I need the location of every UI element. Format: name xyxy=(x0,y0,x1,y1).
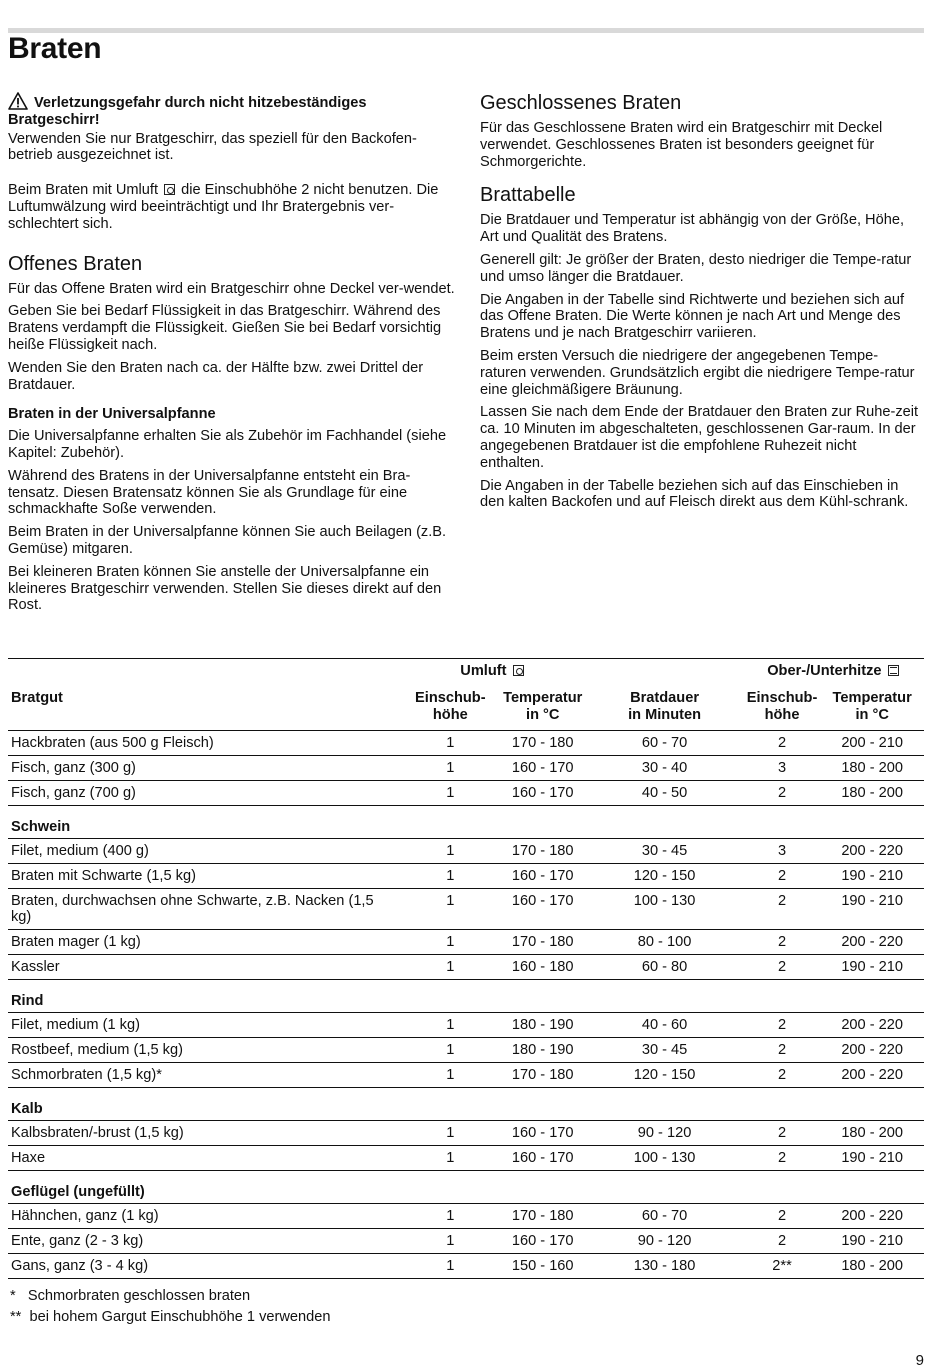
cell-value: 1 xyxy=(401,1146,501,1171)
cell-value: 1 xyxy=(401,1229,501,1254)
cell-value: 160 - 180 xyxy=(500,955,585,980)
cell-value: 80 - 100 xyxy=(585,930,743,955)
footnote: * Schmorbraten geschlossen braten xyxy=(10,1288,251,1304)
geschlossenes-braten-heading: Geschlossenes Braten xyxy=(480,92,682,114)
cell-value: 190 - 210 xyxy=(820,1146,924,1171)
cell-bratgut: Hackbraten (aus 500 g Fleisch) xyxy=(8,731,401,756)
cell-value: 2 xyxy=(744,1063,821,1088)
cell-value: 1 xyxy=(401,1121,501,1146)
cell-bratgut: Braten, durchwachsen ohne Schwarte, z.B. Nacken (1,5 kg) xyxy=(8,889,401,930)
cell-value: 200 - 220 xyxy=(820,1204,924,1229)
cell-bratgut: Hähnchen, ganz (1 kg) xyxy=(8,1204,401,1229)
brattabelle-p1: Die Bratdauer und Temperatur ist abhängig von der Größe, Höhe, Art und Qualität des Bratens. xyxy=(480,212,905,246)
brattabelle-p5: Lassen Sie nach dem Ende der Bratdauer den Braten zur Ruhe-zeit ca. 10 Minuten im abgeschalteten, geschlossenen Gar-raum. In der angegebenen Bratdauer ist die empfohlene Ruhezeit nicht enthalten. xyxy=(480,404,919,471)
cell-value: 180 - 200 xyxy=(820,781,924,806)
cell-value: 100 - 130 xyxy=(585,889,743,930)
cell-value: 190 - 210 xyxy=(820,955,924,980)
cell-value: 200 - 220 xyxy=(820,839,924,864)
cell-bratgut: Kassler xyxy=(8,955,401,980)
cell-bratgut: Filet, medium (400 g) xyxy=(8,839,401,864)
universalpfanne-p3: Beim Braten in der Universalpfanne können Sie auch Beilagen (z.B. Gemüse) mitgaren. xyxy=(8,524,447,557)
roasting-table xyxy=(8,658,924,1279)
cell-value: 160 - 170 xyxy=(500,1229,585,1254)
cell-value: 160 - 170 xyxy=(500,781,585,806)
cell-value: 2 xyxy=(744,1146,821,1171)
cell-value: 1 xyxy=(401,889,501,930)
cell-value: 170 - 180 xyxy=(500,1063,585,1088)
header-temperatur-oberunter: Temperatur in °C xyxy=(820,683,924,731)
cell-value: 30 - 45 xyxy=(585,839,743,864)
footnote: ** bei hohem Gargut Einschubhöhe 1 verwenden xyxy=(10,1309,331,1325)
cell-bratgut: Rostbeef, medium (1,5 kg) xyxy=(8,1038,401,1063)
category-label: Kalb xyxy=(8,1088,924,1121)
cell-value: 200 - 220 xyxy=(820,930,924,955)
cell-bratgut: Braten mager (1 kg) xyxy=(8,930,401,955)
cell-bratgut: Fisch, ganz (300 g) xyxy=(8,756,401,781)
table-category-row xyxy=(8,980,924,1013)
table-row xyxy=(8,955,924,980)
cell-value: 1 xyxy=(401,1204,501,1229)
fan-heat-icon xyxy=(164,184,175,195)
header-einschub-umluft: Einschub- höhe xyxy=(401,683,501,731)
table-category-row xyxy=(8,806,924,839)
cell-value: 2 xyxy=(744,1204,821,1229)
cell-value: 1 xyxy=(401,731,501,756)
table-body xyxy=(8,731,924,1279)
cell-value: 2** xyxy=(744,1254,821,1279)
geschlossenes-braten-p1: Für das Geschlossene Braten wird ein Bratgeschirr mit Deckel verwendet. Geschlossenes Braten ist besonders geeignet für Schmorgerichte. xyxy=(480,120,883,170)
universalpfanne-p2: Während des Bratens in der Universalpfanne entsteht ein Bra-tensatz. Diesen Bratensatz können Sie als Grundlage für eine schmackhafte Soße verwenden. xyxy=(8,467,411,518)
cell-value: 180 - 200 xyxy=(820,1254,924,1279)
table-row xyxy=(8,781,924,806)
warning-title xyxy=(8,92,458,129)
table-category-row xyxy=(8,1088,924,1121)
offenes-braten-heading: Offenes Braten xyxy=(8,252,143,275)
cell-value: 160 - 170 xyxy=(500,1146,585,1171)
cell-value: 2 xyxy=(744,1038,821,1063)
cell-value: 2 xyxy=(744,889,821,930)
brattabelle-p2: Generell gilt: Je größer der Braten, desto niedriger die Tempe-ratur und umso länger die Bratdauer. xyxy=(480,251,912,285)
cell-value: 160 - 170 xyxy=(500,1121,585,1146)
cell-value: 170 - 180 xyxy=(500,930,585,955)
cell-value: 1 xyxy=(401,955,501,980)
header-einschub-oberunter: Einschub- höhe xyxy=(744,683,821,731)
table-row xyxy=(8,1146,924,1171)
cell-value: 190 - 210 xyxy=(820,1229,924,1254)
cell-value: 2 xyxy=(744,1229,821,1254)
cell-value: 180 - 200 xyxy=(820,756,924,781)
cell-value: 90 - 120 xyxy=(585,1229,743,1254)
cell-value: 190 - 210 xyxy=(820,864,924,889)
cell-value: 120 - 150 xyxy=(585,864,743,889)
cell-value: 1 xyxy=(401,839,501,864)
page-title: Braten xyxy=(8,32,102,65)
umluft-note xyxy=(8,182,458,232)
category-label: Rind xyxy=(8,980,924,1013)
table-column-headers xyxy=(8,683,924,731)
cell-value: 170 - 180 xyxy=(500,1204,585,1229)
page-number: 9 xyxy=(915,1352,924,1369)
umluft-note-part-b: die Einschubhöhe 2 nicht benutzen. Die Luftumwälzung wird beeinträchtigt und Ihr Bratergebnis ver-schlechtert sich. xyxy=(8,182,439,232)
cell-value: 1 xyxy=(401,781,501,806)
cell-value: 200 - 220 xyxy=(820,1063,924,1088)
table-row xyxy=(8,864,924,889)
cell-value: 60 - 80 xyxy=(585,955,743,980)
category-label: Geflügel (ungefüllt) xyxy=(8,1171,924,1204)
cell-value: 170 - 180 xyxy=(500,731,585,756)
cell-value: 30 - 40 xyxy=(585,756,743,781)
cell-value: 150 - 160 xyxy=(500,1254,585,1279)
cell-value: 2 xyxy=(744,930,821,955)
cell-value: 2 xyxy=(744,1121,821,1146)
cell-value: 130 - 180 xyxy=(585,1254,743,1279)
cell-bratgut: Ente, ganz (2 - 3 kg) xyxy=(8,1229,401,1254)
table-row xyxy=(8,1229,924,1254)
table-row xyxy=(8,1254,924,1279)
brattabelle-p4: Beim ersten Versuch die niedrigere der angegebenen Tempe-raturen verwenden. Grundsätzlich ergibt die niedrigere Tempe-ratur eine gleichmäßigere Bräunung. xyxy=(480,347,915,398)
group-oberunterhitze-label: Ober-/Unterhitze xyxy=(767,663,882,679)
brattabelle-p6: Die Angaben in der Tabelle beziehen sich auf das Einschieben in den kalten Backofen und auf Fleisch direkt aus dem Kühl-schrank. xyxy=(480,477,909,511)
table-group-header xyxy=(8,659,924,684)
universalpfanne-p4: Bei kleineren Braten können Sie anstelle der Universalpfanne ein kleineres Bratgeschirr verwenden. Stellen Sie dieses direkt auf den Rost. xyxy=(8,563,442,614)
header-bratgut: Bratgut xyxy=(8,683,401,731)
offenes-braten-p3: Wenden Sie den Braten nach ca. der Hälfte bzw. zwei Drittel der Bratdauer. xyxy=(8,359,424,393)
cell-value: 120 - 150 xyxy=(585,1063,743,1088)
warning-title-text: Verletzungsgefahr durch nicht hitzebeständiges Bratgeschirr! xyxy=(8,95,367,128)
universalpfanne-heading: Braten in der Universalpfanne xyxy=(8,406,216,423)
brattabelle-p3: Die Angaben in der Tabelle sind Richtwerte und beziehen sich auf das Offene Braten. Die Werte können je nach Art und Menge des Bratens und je nach Bratgeschirr variieren. xyxy=(480,291,905,342)
brattabelle-heading: Brattabelle xyxy=(480,184,576,207)
cell-value: 3 xyxy=(744,756,821,781)
offenes-braten-p1: Für das Offene Braten wird ein Bratgeschirr ohne Deckel ver-wendet. xyxy=(8,280,455,297)
cell-value: 40 - 60 xyxy=(585,1013,743,1038)
group-oberunterhitze xyxy=(744,659,924,684)
header-temperatur-umluft: Temperatur in °C xyxy=(500,683,585,731)
left-column xyxy=(8,92,458,620)
offenes-braten-p2: Geben Sie bei Bedarf Flüssigkeit in das Bratgeschirr. Während des Bratens verdampft die Flüssigkeit. Gießen Sie bei Bedarf vorsichtig heiße Flüssigkeit nach. xyxy=(8,303,442,353)
table-row xyxy=(8,1121,924,1146)
umluft-note-part-a: Beim Braten mit Umluft xyxy=(8,182,159,199)
cell-bratgut: Haxe xyxy=(8,1146,401,1171)
table-row xyxy=(8,756,924,781)
cell-value: 200 - 220 xyxy=(820,1013,924,1038)
table-row xyxy=(8,839,924,864)
cell-bratgut: Filet, medium (1 kg) xyxy=(8,1013,401,1038)
cell-value: 3 xyxy=(744,839,821,864)
table-row xyxy=(8,1063,924,1088)
cell-value: 180 - 200 xyxy=(820,1121,924,1146)
cell-bratgut: Kalbsbraten/-brust (1,5 kg) xyxy=(8,1121,401,1146)
cell-value: 90 - 120 xyxy=(585,1121,743,1146)
cell-bratgut: Schmorbraten (1,5 kg)* xyxy=(8,1063,401,1088)
cell-value: 2 xyxy=(744,955,821,980)
cell-value: 190 - 210 xyxy=(820,889,924,930)
top-bottom-heat-icon xyxy=(888,665,899,676)
table-row xyxy=(8,731,924,756)
cell-value: 170 - 180 xyxy=(500,839,585,864)
cell-value: 200 - 210 xyxy=(820,731,924,756)
cell-value: 1 xyxy=(401,1254,501,1279)
group-umluft xyxy=(401,659,586,684)
cell-value: 2 xyxy=(744,864,821,889)
cell-value: 100 - 130 xyxy=(585,1146,743,1171)
cell-value: 60 - 70 xyxy=(585,1204,743,1229)
cell-value: 2 xyxy=(744,731,821,756)
cell-value: 1 xyxy=(401,756,501,781)
table-row xyxy=(8,1038,924,1063)
cell-value: 2 xyxy=(744,781,821,806)
cell-bratgut: Gans, ganz (3 - 4 kg) xyxy=(8,1254,401,1279)
cell-bratgut: Braten mit Schwarte (1,5 kg) xyxy=(8,864,401,889)
cell-value: 1 xyxy=(401,930,501,955)
cell-value: 30 - 45 xyxy=(585,1038,743,1063)
cell-value: 2 xyxy=(744,1013,821,1038)
cell-value: 180 - 190 xyxy=(500,1038,585,1063)
table-category-row xyxy=(8,1171,924,1204)
right-column xyxy=(480,92,924,517)
cell-value: 200 - 220 xyxy=(820,1038,924,1063)
table-row xyxy=(8,889,924,930)
cell-value: 60 - 70 xyxy=(585,731,743,756)
table-row xyxy=(8,930,924,955)
warning-text: Verwenden Sie nur Bratgeschirr, das speziell für den Backofen-betrieb ausgezeichnet ist. xyxy=(8,130,417,164)
fan-heat-icon xyxy=(513,665,524,676)
cell-value: 1 xyxy=(401,1013,501,1038)
category-label: Schwein xyxy=(8,806,924,839)
cell-value: 180 - 190 xyxy=(500,1013,585,1038)
cell-value: 160 - 170 xyxy=(500,889,585,930)
cell-bratgut: Fisch, ganz (700 g) xyxy=(8,781,401,806)
table-footnotes xyxy=(10,1286,330,1328)
cell-value: 160 - 170 xyxy=(500,756,585,781)
cell-value: 1 xyxy=(401,1063,501,1088)
cell-value: 160 - 170 xyxy=(500,864,585,889)
table-row xyxy=(8,1013,924,1038)
cell-value: 40 - 50 xyxy=(585,781,743,806)
table-row xyxy=(8,1204,924,1229)
cell-value: 1 xyxy=(401,864,501,889)
cell-value: 1 xyxy=(401,1038,501,1063)
group-umluft-label: Umluft xyxy=(460,663,507,679)
header-rule xyxy=(8,28,924,33)
warning-triangle-icon xyxy=(8,92,28,110)
header-bratdauer: Bratdauer in Minuten xyxy=(585,683,743,731)
universalpfanne-p1: Die Universalpfanne erhalten Sie als Zubehör im Fachhandel (siehe Kapitel: Zubehör). xyxy=(8,428,447,461)
